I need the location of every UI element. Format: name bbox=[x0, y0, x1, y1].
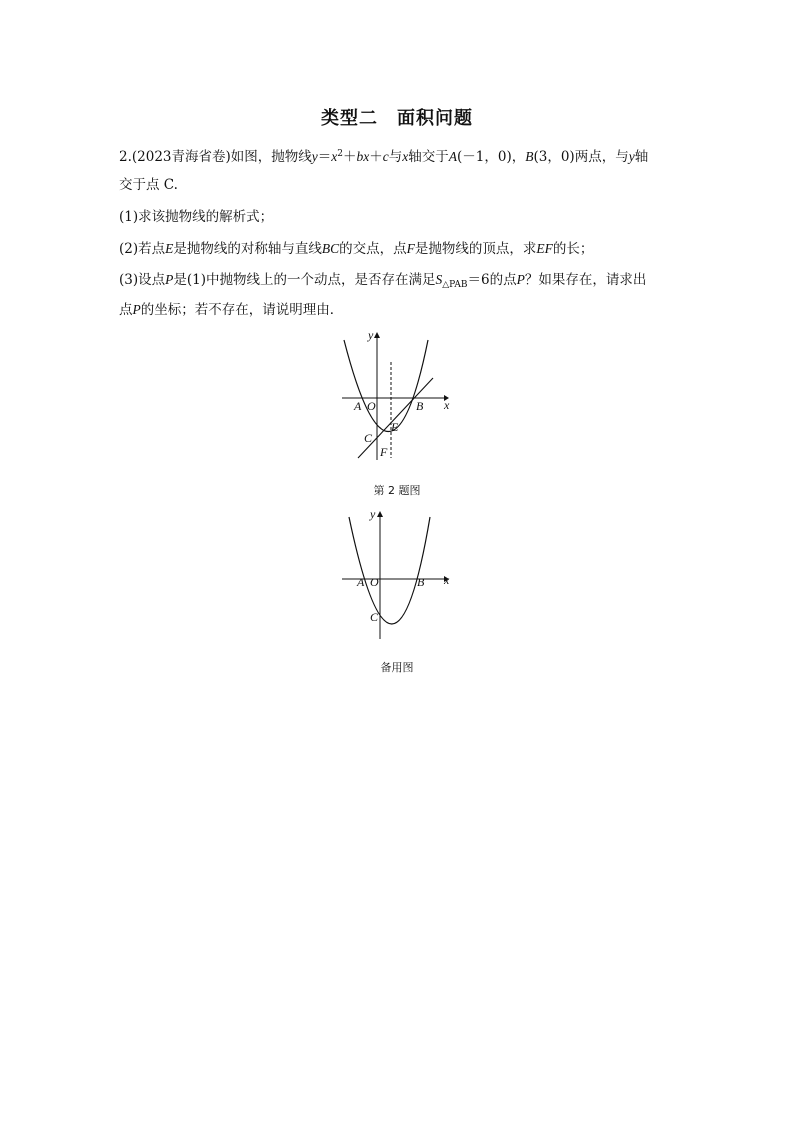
problem-statement-line-1: 2.(2023青海省卷)如图，抛物线$y=x^2+bx+c$与x轴交于A(－1，0)，B(3，0)两点，与y轴 bbox=[119, 149, 649, 165]
label-o: O bbox=[367, 399, 376, 413]
label-b: B bbox=[417, 575, 425, 589]
label-y: y bbox=[368, 328, 374, 342]
parabola-curve bbox=[349, 517, 430, 624]
label-c: C bbox=[364, 431, 373, 445]
label-a: A bbox=[354, 399, 362, 413]
figure-1-caption: 第 2 题图 bbox=[373, 484, 421, 497]
section-title: 类型二 面积问题 bbox=[321, 108, 473, 129]
figure-2-caption: 备用图 bbox=[380, 661, 414, 674]
label-e: E bbox=[391, 420, 399, 434]
y-axis-arrow bbox=[377, 511, 383, 517]
question-1: (1)求该抛物线的解析式； bbox=[119, 209, 274, 225]
figure-1-parabola bbox=[330, 322, 460, 467]
y-axis-arrow bbox=[374, 332, 380, 338]
label-b: B bbox=[416, 399, 424, 413]
label-o: O bbox=[370, 575, 379, 589]
label-x: x bbox=[444, 398, 450, 412]
question-3: (3)设点P是(1)中抛物线上的一个动点，是否存在满足$S_{\triangle PAB}=6$的点P？如果存在，请求出 bbox=[119, 272, 647, 290]
question-2: (2)若点E是抛物线的对称轴与直线BC的交点，点F是抛物线的顶点，求EF的长； bbox=[119, 241, 594, 257]
question-3-continued: 点P的坐标；若不存在，请说明理由． bbox=[119, 302, 344, 318]
label-y: y bbox=[370, 507, 376, 521]
label-c: C bbox=[370, 610, 379, 624]
label-f: F bbox=[380, 445, 388, 459]
figure-2-parabola bbox=[330, 503, 460, 643]
parabola-curve bbox=[344, 340, 428, 432]
label-a: A bbox=[357, 575, 365, 589]
label-x: x bbox=[444, 573, 450, 587]
problem-statement-line-2: 交于点 C. bbox=[119, 177, 178, 193]
line-bc bbox=[358, 378, 433, 458]
